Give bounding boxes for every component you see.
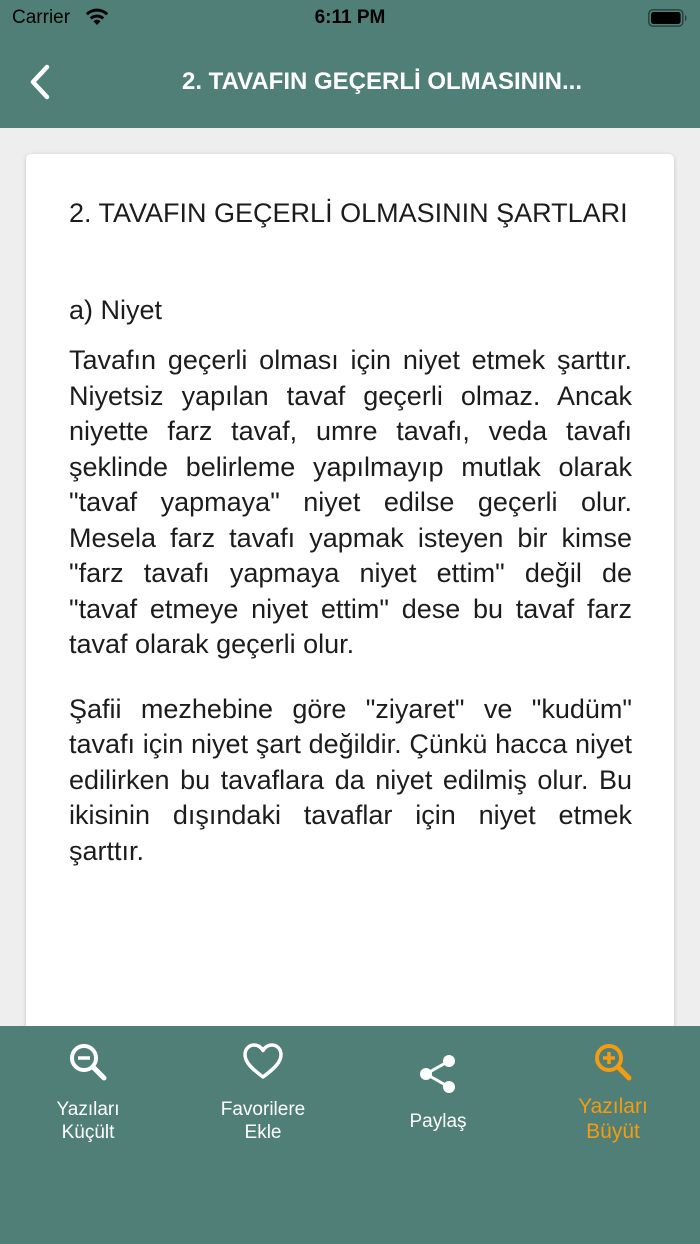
article-title: 2. TAVAFIN GEÇERLİ OLMASININ ŞARTLARI bbox=[69, 198, 628, 228]
zoom-out-icon bbox=[66, 1040, 110, 1084]
article-paragraph: Şafii mezhebine göre "ziyaret" ve "kudüm" tavafı için niyet şart değildir. Çünkü hacca niyet edilirken bu tavaflara da niyet edilmiş olur. Bu ikisinin dışındaki tavaflar için niyet etmek şarttır. bbox=[69, 693, 632, 866]
heart-icon bbox=[241, 1040, 285, 1084]
clock: 6:11 PM bbox=[314, 7, 386, 28]
zoom-in-icon bbox=[591, 1040, 635, 1084]
article-paragraph: Tavafın geçerli olması için niyet etmek şarttır. Niyetsiz yapılan tavaf geçerli olmaz. Ancak niyette farz tavaf, umre tavafı, veda tavafı şeklinde belirleme yapılmayıp mutlak olarak "tavaf yapmaya" niyet edilse geçerli olur. Mesela farz tavafı yapmak isteyen bir kimse "farz tavafı yapmaya niyet ettim" değil de "tavaf etmeye niyet ettim" dese bu tavaf farz tavaf olarak geçerli olur. bbox=[69, 345, 632, 659]
nav-bar bbox=[0, 42, 700, 122]
share-button[interactable] bbox=[353, 1052, 523, 1162]
page-title: 2. TAVAFIN GEÇERLİ OLMASININ... bbox=[182, 68, 583, 95]
carrier-label: Carrier bbox=[12, 7, 71, 28]
battery-icon bbox=[648, 9, 688, 27]
add-favorite-label: Favorilere Ekle bbox=[220, 1099, 306, 1143]
chevron-left-icon bbox=[27, 64, 53, 100]
share-icon bbox=[416, 1052, 460, 1096]
header bbox=[0, 0, 700, 128]
increase-font-label: Yazıları Büyüt bbox=[578, 1095, 648, 1143]
content-card bbox=[26, 154, 674, 1054]
share-label: Paylaş bbox=[409, 1111, 467, 1132]
status-bar bbox=[0, 0, 700, 38]
add-favorite-button[interactable] bbox=[178, 1040, 348, 1150]
article-body bbox=[69, 196, 632, 898]
article-subtitle: a) Niyet bbox=[69, 294, 163, 325]
increase-font-button[interactable] bbox=[528, 1040, 698, 1150]
back-button[interactable] bbox=[20, 60, 60, 104]
decrease-font-button[interactable] bbox=[3, 1040, 173, 1150]
decrease-font-label: Yazıları Küçült bbox=[56, 1099, 120, 1143]
bottom-toolbar bbox=[0, 1026, 700, 1244]
